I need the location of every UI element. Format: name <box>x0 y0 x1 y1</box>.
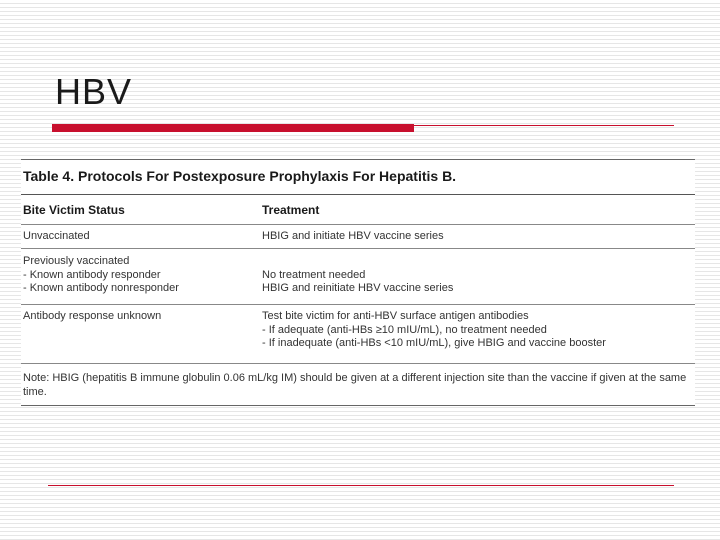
table-cell-treatment <box>262 310 606 351</box>
table-divider <box>21 304 695 305</box>
title-underline-line <box>414 125 674 126</box>
table-cell-status <box>23 230 90 244</box>
cell-line: - If adequate (anti-HBs ≥10 mIU/mL), no treatment needed <box>262 323 547 336</box>
cell-line <box>262 255 453 269</box>
cell-line: Test bite victim for anti-HBV surface antigen antibodies <box>262 310 529 322</box>
column-header-treatment: Treatment <box>262 203 320 217</box>
prophylaxis-table <box>21 159 695 406</box>
cell-line: Antibody response unknown <box>23 310 162 322</box>
cell-line: Previously vaccinated <box>23 255 130 267</box>
table-cell-status <box>23 255 179 296</box>
cell-line: No treatment needed <box>262 268 366 281</box>
column-header-status: Bite Victim Status <box>23 203 125 217</box>
table-divider <box>21 248 695 249</box>
cell-line: - Known antibody responder <box>23 268 161 281</box>
table-cell-status <box>23 310 161 324</box>
cell-line: - Known antibody nonresponder <box>23 282 179 294</box>
table-note: Note: HBIG (hepatitis B immune globulin 0.06 mL/kg IM) should be given at a different injection site than the vaccine if given at the same time. <box>23 372 687 398</box>
cell-line: Unvaccinated <box>23 230 90 242</box>
cell-line: HBIG and reinitiate HBV vaccine series <box>262 282 454 294</box>
table-divider <box>21 194 695 195</box>
table-cell-treatment <box>262 255 453 296</box>
table-divider <box>21 224 695 225</box>
footer-line <box>48 485 674 486</box>
slide-title: HBV <box>55 71 133 112</box>
title-underline-bar <box>52 124 414 132</box>
table-cell-treatment <box>262 230 444 244</box>
table-title: Table 4. Protocols For Postexposure Prophylaxis For Hepatitis B. <box>23 168 457 184</box>
table-divider <box>21 363 695 364</box>
cell-line: HBIG and initiate HBV vaccine series <box>262 230 444 242</box>
cell-line: - If inadequate (anti-HBs <10 mIU/mL), give HBIG and vaccine booster <box>262 337 606 349</box>
